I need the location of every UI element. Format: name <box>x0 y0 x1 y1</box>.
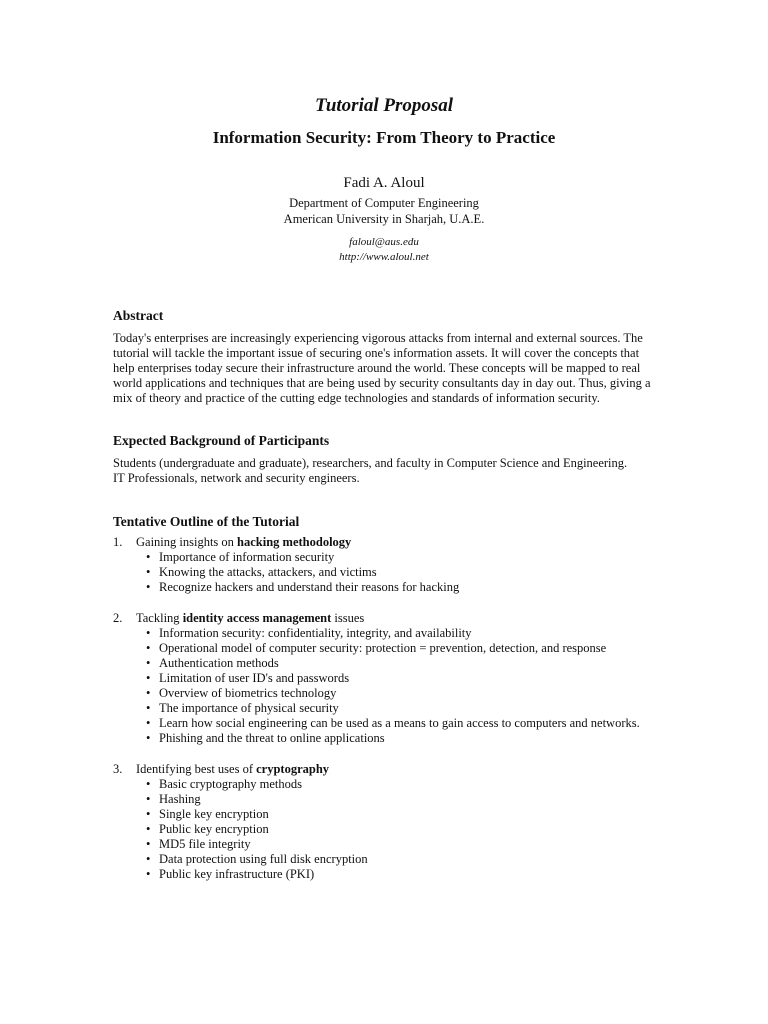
list-item: • Basic cryptography methods <box>146 777 303 791</box>
bullet-icon: • <box>146 822 151 836</box>
author-affiliation <box>0 195 768 227</box>
bullet-list <box>113 550 673 595</box>
abstract-line: Today's enterprises are increasingly experiencing vigorous attacks from internal and external sources. The <box>113 331 643 345</box>
abstract-body <box>113 331 658 406</box>
author-website: http://www.aloul.net <box>339 251 429 263</box>
affiliation-department: Department of Computer Engineering <box>289 196 479 210</box>
item-bold-topic: cryptography <box>256 762 330 776</box>
outline-item-title <box>113 611 673 626</box>
item-number: 1. <box>113 535 123 549</box>
list-item: • Limitation of user ID's and passwords <box>146 671 350 685</box>
bullet-icon: • <box>146 641 151 655</box>
outline-item-identity <box>113 611 673 746</box>
outline-heading: Tentative Outline of the Tutorial <box>113 514 300 529</box>
item-bold-topic: identity access management <box>182 611 332 625</box>
list-item: • Information security: confidentiality, integrity, and availability <box>146 626 472 640</box>
list-item: • Overview of biometrics technology <box>146 686 337 700</box>
item-prefix: Gaining insights on <box>136 535 238 549</box>
bullet-icon: • <box>146 792 151 806</box>
bullet-icon: • <box>146 777 151 791</box>
item-bold-topic: hacking methodology <box>237 535 352 549</box>
bullet-icon: • <box>146 656 151 670</box>
document-title: Tutorial Proposal <box>314 95 454 116</box>
bullet-icon: • <box>146 852 151 866</box>
list-item: • Operational model of computer security: protection = prevention, detection, and response <box>146 641 607 655</box>
outline-item-title <box>113 535 673 550</box>
background-heading: Expected Background of Participants <box>113 433 330 448</box>
background-body <box>113 456 658 486</box>
bullet-icon: • <box>146 837 151 851</box>
list-item: • Hashing <box>146 792 201 806</box>
list-item: • Knowing the attacks, attackers, and victims <box>146 565 377 579</box>
bullet-icon: • <box>146 626 151 640</box>
document-subtitle: Information Security: From Theory to Practice <box>212 128 556 147</box>
list-item: • Importance of information security <box>146 550 335 564</box>
bullet-icon: • <box>146 565 151 579</box>
bullet-list <box>113 777 673 882</box>
background-line: IT Professionals, network and security engineers. <box>113 471 360 485</box>
item-prefix: Identifying best uses of <box>136 762 257 776</box>
list-item: • Public key encryption <box>146 822 269 836</box>
bullet-icon: • <box>146 731 151 745</box>
bullet-icon: • <box>146 580 151 594</box>
author-name: Fadi A. Aloul <box>343 175 425 191</box>
abstract-line: mix of theory and practice of the cutting edge technologies and standards of information security. <box>113 391 600 405</box>
affiliation-university: American University in Sharjah, U.A.E. <box>283 212 485 226</box>
list-item: • Learn how social engineering can be used as a means to gain access to computers and networks. <box>146 716 640 730</box>
abstract-line: tutorial will tackle the important issue of securing one's information assets. It will cover the concepts that <box>113 346 640 360</box>
author-email: faloul@aus.edu <box>349 236 419 248</box>
item-prefix: Tackling <box>136 611 183 625</box>
item-number: 2. <box>113 611 123 625</box>
bullet-icon: • <box>146 686 151 700</box>
abstract-line: world applications and techniques that are being used by security consultants day in day out. Thus, giving a <box>113 376 651 390</box>
abstract-line: help enterprises today secure their infrastructure around the world. These concepts will be mapped to real <box>113 361 641 375</box>
list-item: • Recognize hackers and understand their reasons for hacking <box>146 580 460 594</box>
item-number: 3. <box>113 762 123 776</box>
abstract-heading: Abstract <box>113 308 164 323</box>
list-item: • Authentication methods <box>146 656 279 670</box>
item-suffix: issues <box>331 611 365 625</box>
bullet-icon: • <box>146 671 151 685</box>
list-item: • Data protection using full disk encryption <box>146 852 368 866</box>
list-item: • The importance of physical security <box>146 701 339 715</box>
outline-item-hacking <box>113 535 673 595</box>
list-item: • MD5 file integrity <box>146 837 251 851</box>
outline-item-title <box>113 762 673 777</box>
bullet-icon: • <box>146 701 151 715</box>
list-item: • Public key infrastructure (PKI) <box>146 867 315 881</box>
list-item: • Single key encryption <box>146 807 269 821</box>
bullet-icon: • <box>146 807 151 821</box>
bullet-list <box>113 626 673 746</box>
background-line: Students (undergraduate and graduate), researchers, and faculty in Computer Science and Engineering. <box>113 456 628 470</box>
bullet-icon: • <box>146 550 151 564</box>
list-item: • Phishing and the threat to online applications <box>146 731 385 745</box>
bullet-icon: • <box>146 867 151 881</box>
outline-item-cryptography <box>113 762 673 882</box>
bullet-icon: • <box>146 716 151 730</box>
author-contact <box>0 235 768 265</box>
